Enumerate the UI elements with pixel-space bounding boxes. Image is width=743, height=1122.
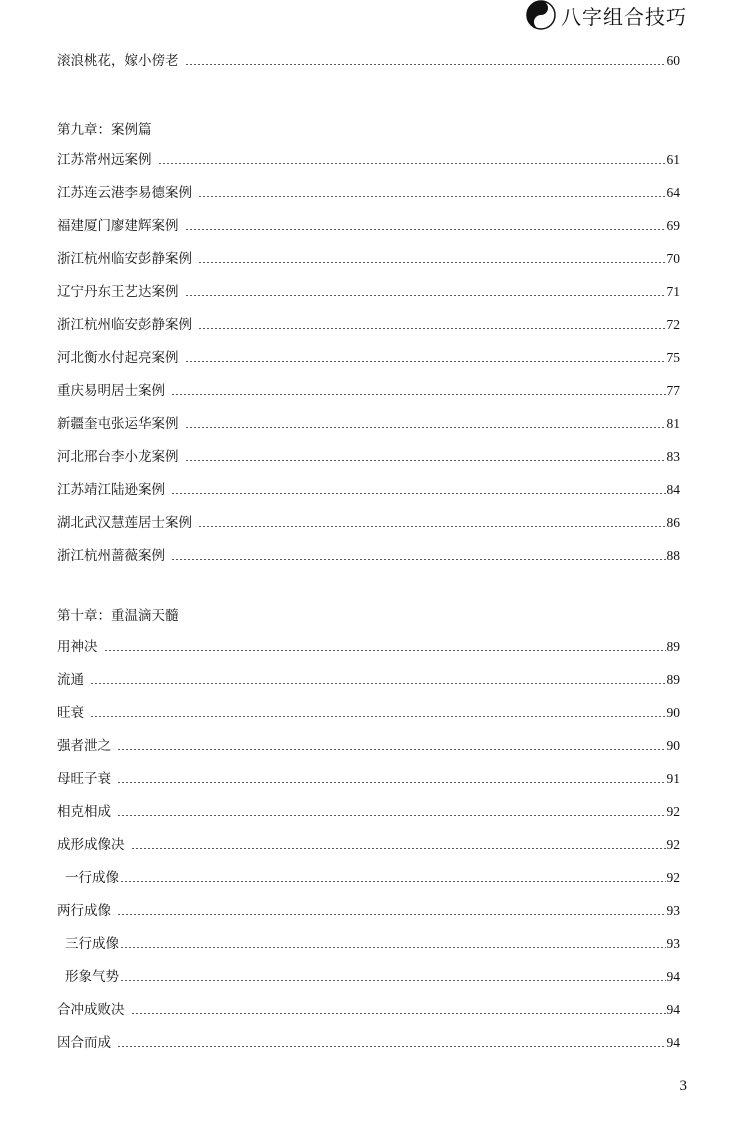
dot-leader bbox=[104, 650, 666, 651]
toc-entry[interactable] bbox=[57, 832, 680, 854]
toc-entry-title: 江苏连云港李易德案例 bbox=[57, 185, 192, 201]
toc-entry-title: 形象气势 bbox=[65, 969, 119, 985]
dot-leader bbox=[185, 229, 666, 230]
toc-entry[interactable] bbox=[57, 48, 680, 70]
toc-entry-page: 93 bbox=[666, 903, 680, 918]
toc-entry[interactable] bbox=[57, 312, 680, 334]
toc-entry-page: 93 bbox=[666, 936, 680, 951]
toc-entry-page: 92 bbox=[666, 804, 680, 819]
dot-leader bbox=[158, 163, 666, 164]
dot-leader bbox=[198, 328, 666, 329]
toc-entry-title: 合冲成败决 bbox=[57, 1002, 125, 1018]
dot-leader bbox=[120, 881, 666, 882]
toc-entry-page: 86 bbox=[666, 515, 680, 530]
toc-entry-page: 84 bbox=[666, 482, 680, 497]
toc-entry-title: 新疆奎屯张运华案例 bbox=[57, 416, 179, 432]
toc-entry[interactable] bbox=[57, 510, 680, 532]
toc-entry-page: 91 bbox=[666, 771, 680, 786]
dot-leader bbox=[117, 914, 666, 915]
toc-entry-title: 因合而成 bbox=[57, 1035, 111, 1051]
toc-entry[interactable] bbox=[57, 667, 680, 689]
toc-entry-title: 成形成像决 bbox=[57, 837, 125, 853]
toc-entry[interactable] bbox=[57, 147, 680, 169]
dot-leader bbox=[117, 815, 666, 816]
toc-entry-page: 92 bbox=[666, 837, 680, 852]
toc-entry-page: 69 bbox=[666, 218, 680, 233]
page-number: 3 bbox=[679, 1078, 687, 1094]
book-title: 八字组合技巧 bbox=[561, 4, 687, 29]
dot-leader bbox=[185, 295, 666, 296]
toc-entry[interactable] bbox=[57, 766, 680, 788]
dot-leader bbox=[185, 427, 666, 428]
chapter-heading: 第十章：重温滴天髓 bbox=[57, 608, 179, 624]
toc-entry-title: 滚浪桃花，嫁小傍老 bbox=[57, 53, 179, 69]
toc-entry-page: 71 bbox=[666, 284, 680, 299]
dot-leader bbox=[117, 1046, 666, 1047]
dot-leader bbox=[171, 559, 666, 560]
dot-leader bbox=[120, 980, 666, 981]
dot-leader bbox=[198, 526, 666, 527]
toc-entry-title: 河北邢台李小龙案例 bbox=[57, 449, 179, 465]
toc-entry-page: 77 bbox=[666, 383, 680, 398]
toc-entry-page: 60 bbox=[666, 53, 680, 68]
dot-leader bbox=[198, 262, 666, 263]
running-header bbox=[525, 0, 687, 30]
toc-entry-page: 90 bbox=[666, 705, 680, 720]
dot-leader bbox=[185, 460, 666, 461]
toc-entry-title: 浙江杭州临安彭静案例 bbox=[57, 317, 192, 333]
toc-entry-page: 94 bbox=[666, 969, 680, 984]
toc-entry[interactable] bbox=[57, 246, 680, 268]
chapter-heading: 第九章：案例篇 bbox=[57, 122, 152, 138]
toc-entry-title: 湖北武汉慧莲居士案例 bbox=[57, 515, 192, 531]
toc-entry-title: 强者泄之 bbox=[57, 738, 111, 754]
toc-subentry[interactable] bbox=[57, 964, 680, 986]
toc-subentry[interactable] bbox=[57, 865, 680, 887]
dot-leader bbox=[90, 683, 666, 684]
toc-entry-page: 81 bbox=[666, 416, 680, 431]
toc-entry-page: 72 bbox=[666, 317, 680, 332]
toc-entry-title: 用神决 bbox=[57, 639, 98, 655]
toc-entry-page: 90 bbox=[666, 738, 680, 753]
dot-leader bbox=[131, 848, 666, 849]
toc-entry-page: 94 bbox=[666, 1002, 680, 1017]
toc-entry-title: 一行成像 bbox=[65, 870, 119, 886]
yin-yang-logo-icon bbox=[525, 0, 557, 31]
toc-entry-title: 相克相成 bbox=[57, 804, 111, 820]
dot-leader bbox=[185, 361, 666, 362]
toc-entry[interactable] bbox=[57, 378, 680, 400]
toc-entry-page: 88 bbox=[666, 548, 680, 563]
toc-entry-title: 母旺子衰 bbox=[57, 771, 111, 787]
dot-leader bbox=[117, 782, 666, 783]
toc-entry[interactable] bbox=[57, 634, 680, 656]
toc-entry[interactable] bbox=[57, 543, 680, 565]
toc-entry-title: 江苏常州远案例 bbox=[57, 152, 152, 168]
toc-entry-page: 92 bbox=[666, 870, 680, 885]
dot-leader bbox=[90, 716, 666, 717]
toc-entry-title: 三行成像 bbox=[65, 936, 119, 952]
toc-entry-page: 75 bbox=[666, 350, 680, 365]
dot-leader bbox=[131, 1013, 666, 1014]
toc-entry[interactable] bbox=[57, 477, 680, 499]
toc-entry-title: 旺衰 bbox=[57, 705, 84, 721]
dot-leader bbox=[117, 749, 666, 750]
dot-leader bbox=[120, 947, 666, 948]
toc-entry-page: 89 bbox=[666, 672, 680, 687]
toc-entry[interactable] bbox=[57, 733, 680, 755]
toc-entry-page: 89 bbox=[666, 639, 680, 654]
toc-entry[interactable] bbox=[57, 213, 680, 235]
toc-subentry[interactable] bbox=[57, 931, 680, 953]
toc-entry[interactable] bbox=[57, 799, 680, 821]
toc-entry-title: 两行成像 bbox=[57, 903, 111, 919]
toc-entry[interactable] bbox=[57, 411, 680, 433]
toc-entry-page: 83 bbox=[666, 449, 680, 464]
dot-leader bbox=[171, 394, 666, 395]
toc-entry-page: 94 bbox=[666, 1035, 680, 1050]
toc-entry[interactable] bbox=[57, 180, 680, 202]
dot-leader bbox=[185, 64, 666, 65]
toc-entry-title: 河北衡水付起亮案例 bbox=[57, 350, 179, 366]
toc-entry-title: 重庆易明居士案例 bbox=[57, 383, 165, 399]
toc-entry-page: 61 bbox=[666, 152, 680, 167]
toc-entry-title: 江苏靖江陆逊案例 bbox=[57, 482, 165, 498]
toc-entry[interactable] bbox=[57, 444, 680, 466]
toc-entry[interactable] bbox=[57, 345, 680, 367]
toc-entry-title: 辽宁丹东王艺达案例 bbox=[57, 284, 179, 300]
toc-entry-title: 流通 bbox=[57, 672, 84, 688]
toc-entry[interactable] bbox=[57, 898, 680, 920]
toc-entry-title: 福建厦门廖建辉案例 bbox=[57, 218, 179, 234]
toc-entry-page: 64 bbox=[666, 185, 680, 200]
dot-leader bbox=[171, 493, 666, 494]
toc-entry-title: 浙江杭州临安彭静案例 bbox=[57, 251, 192, 267]
toc-entry-page: 70 bbox=[666, 251, 680, 266]
toc-entry[interactable] bbox=[57, 1030, 680, 1052]
dot-leader bbox=[198, 196, 666, 197]
toc-entry[interactable] bbox=[57, 279, 680, 301]
toc-entry[interactable] bbox=[57, 997, 680, 1019]
toc-entry[interactable] bbox=[57, 700, 680, 722]
toc-entry-title: 浙江杭州蔷薇案例 bbox=[57, 548, 165, 564]
